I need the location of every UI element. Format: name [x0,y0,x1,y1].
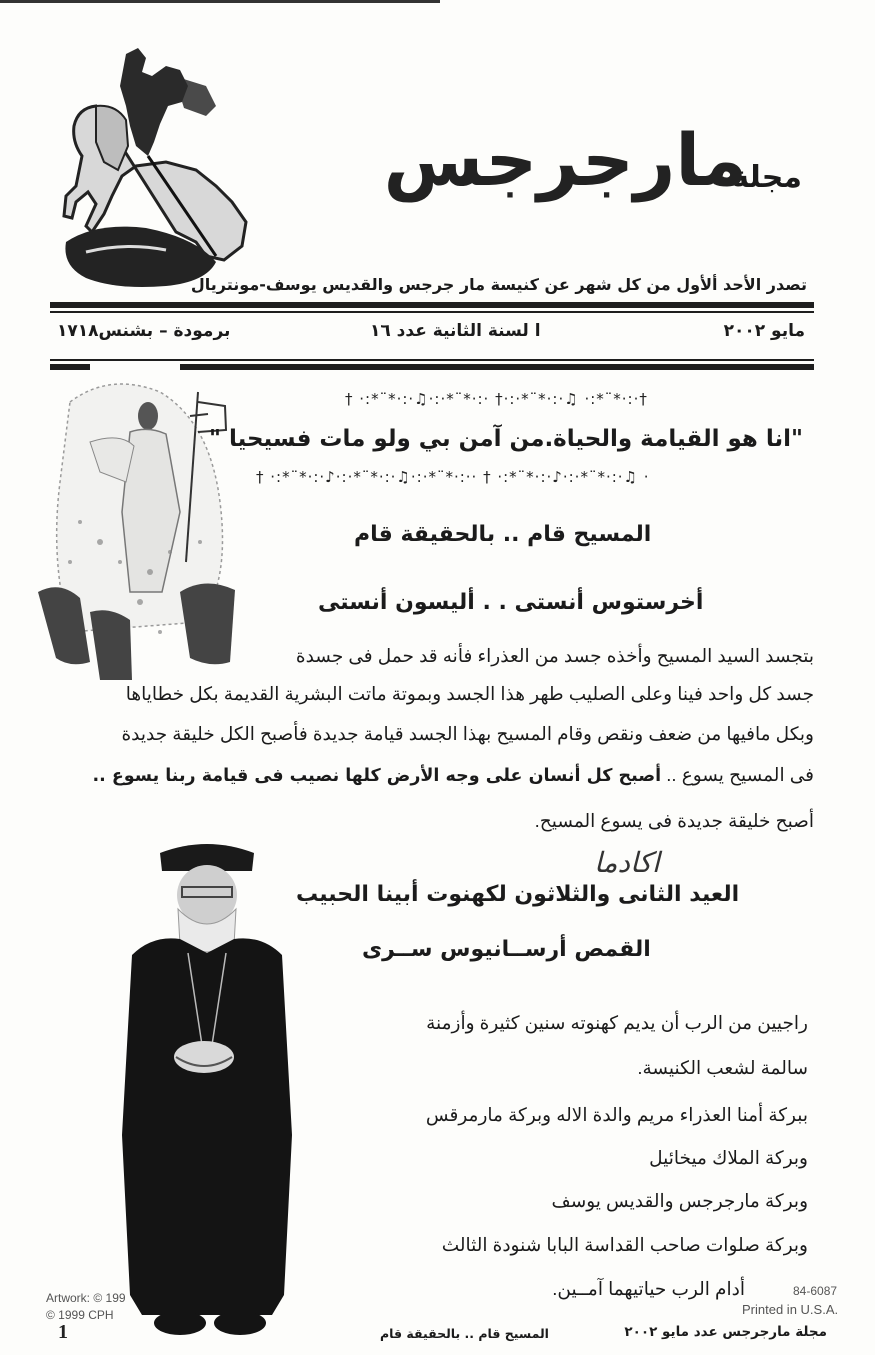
footer-center-text: المسيح قام .. بالحقيقة قام [380,1326,549,1341]
heading-coptic-greeting: أخرستوس أنستى . . أليسون أنستى [318,590,704,615]
printed-in-label: Printed in U.S.A. [742,1302,839,1317]
resurrection-illustration [30,362,245,682]
magazine-title: مارجرجس [383,118,747,202]
product-code: 84-6087 [793,1284,838,1298]
footer-issue-text: مجلة مارجرجس عدد مايو ٢٠٠٢ [624,1324,827,1340]
copyright-credit: © 1999 CPH [46,1308,114,1322]
coptic-date: برمودة – بشنس١٧١٨ [57,321,231,341]
paragraph-line: بتجسد السيد المسيح وأخذه جسد من العذراء فأنه قد حمل فى جسدة [295,645,814,666]
issue-date: مايو ٢٠٠٢ [723,321,805,341]
page-number: 1 [58,1321,68,1343]
paragraph-line: وبكل مافيها من ضعف ونقص وقام المسيح بهذا الجسد قيامة جديدة فأصبح الكل خليقة جديدة [121,723,814,744]
blessing-line: سالمة لشعب الكنيسة. [637,1057,808,1078]
heading-christ-is-risen: المسيح قام .. بالحقيقة قام [354,522,652,547]
blessing-line: ببركة أمنا العذراء مريم والدة الاله وبركة مارمرقس [425,1104,808,1125]
blessing-line: وبركة الملاك ميخائيل [649,1147,808,1168]
artwork-credit: Artwork: © 199 [46,1291,126,1305]
heading-anniversary: العيد الثانى والثلاثون لكهنوت أبينا الحبيب [296,882,740,907]
decorative-ornament-top: † ·:*¨*·:·♫·:·*¨*·:· †·:·*¨*·:·♫ ·:*¨*·:·† [345,390,648,408]
blessing-line: راجيين من الرب أن يديم كهنوته سنين كثيرة وأزمنة [426,1012,808,1033]
magazine-label: مجلة [731,160,802,195]
paragraph-line: أصبح خليقة جديدة فى يسوع المسيح. [534,810,814,831]
blessing-line: أدام الرب حياتيهما آمــين. [552,1278,745,1299]
heading-priest-name: القمص أرســانيوس ســرى [362,937,651,962]
paragraph-line: جسد كل واحد فينا وعلى الصليب طهر هذا الجسد وبموتة ماتت البشرية القديمة بكل خطاياها [125,683,814,704]
header-rule-thick [50,302,814,308]
saint-george-illustration [56,46,256,294]
paragraph-emphasis: أصبح كل أنسان على وجه الأرض كلها نصيب فى قيامة ربنا يسوع .. [92,766,662,786]
handwritten-note: اكادما [594,846,660,879]
issue-number: ا لسنة الثانية عدد ١٦ [370,321,541,341]
publication-subtitle: تصدر الأحد ألأول من كل شهر عن كنيسة مار جرجس والقديس يوسف-مونتريال [190,275,807,294]
section-rule-thin [50,359,814,361]
paragraph-line [92,764,814,786]
blessing-line: وبركة مارجرجس والقديس يوسف [551,1190,808,1211]
header-rule-thin [50,311,814,313]
scan-edge-line [0,0,440,3]
scripture-quote: "انا هو القيامة والحياة.من آمن بي ولو مات فسيحيا " [208,426,803,452]
paragraph-text: فى المسيح يسوع .. [661,764,814,785]
priest-photo [112,835,302,1340]
blessing-line: وبركة صلوات صاحب القداسة البابا شنودة الثالث [441,1234,808,1255]
decorative-ornament-bottom: † ·:*¨*·:·♪·:·*¨*·:·♫·:·*¨*·:·· † ·:*¨*·:·♪·:·*¨*·:·♫ · [256,468,650,486]
